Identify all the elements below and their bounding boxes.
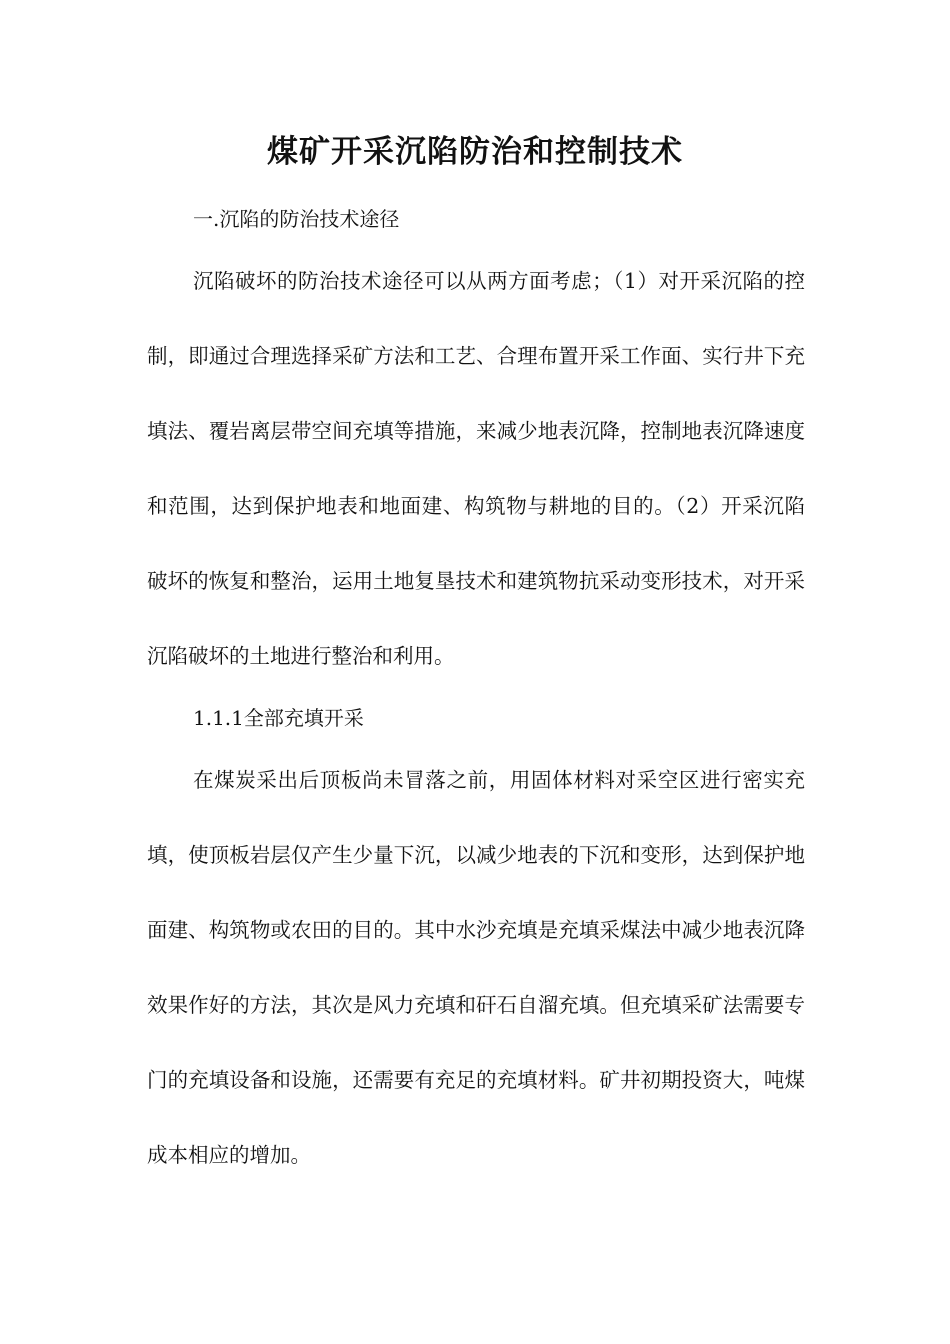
paragraph-prevention-approaches: 沉陷破坏的防治技术途径可以从两方面考虑；（1）对开采沉陷的控制，即通过合理选择采矿方法和工艺、合理布置开采工作面、实行井下充填法、覆岩离层带空间充填等措施，来减少地表沉降，控制地表沉降速度和范围，达到保护地表和地面建、构筑物与耕地的目的。（2）开采沉陷破坏的恢复和整治，运用土地复垦技术和建筑物抗采动变形技术，对开采沉陷破坏的土地进行整治和利用。 bbox=[147, 269, 805, 668]
section-heading-full-backfill-mining: 1.1.1全部充填开采 bbox=[193, 706, 364, 730]
document-title: 煤矿开采沉陷防治和控制技术 bbox=[267, 134, 683, 170]
paragraph-full-backfill-mining: 在煤炭采出后顶板尚未冒落之前，用固体材料对采空区进行密实充填，使顶板岩层仅产生少量下沉，以减少地表的下沉和变形，达到保护地面建、构筑物或农田的目的。其中水沙充填是充填采煤法中减少地表沉降效果作好的方法，其次是风力充填和矸石自溜充填。但充填采矿法需要专门的充填设备和设施，还需要有充足的充填材料。矿井初期投资大，吨煤成本相应的增加。 bbox=[147, 768, 805, 1167]
section-heading-prevention-approaches: 一.沉陷的防治技术途径 bbox=[193, 207, 400, 231]
